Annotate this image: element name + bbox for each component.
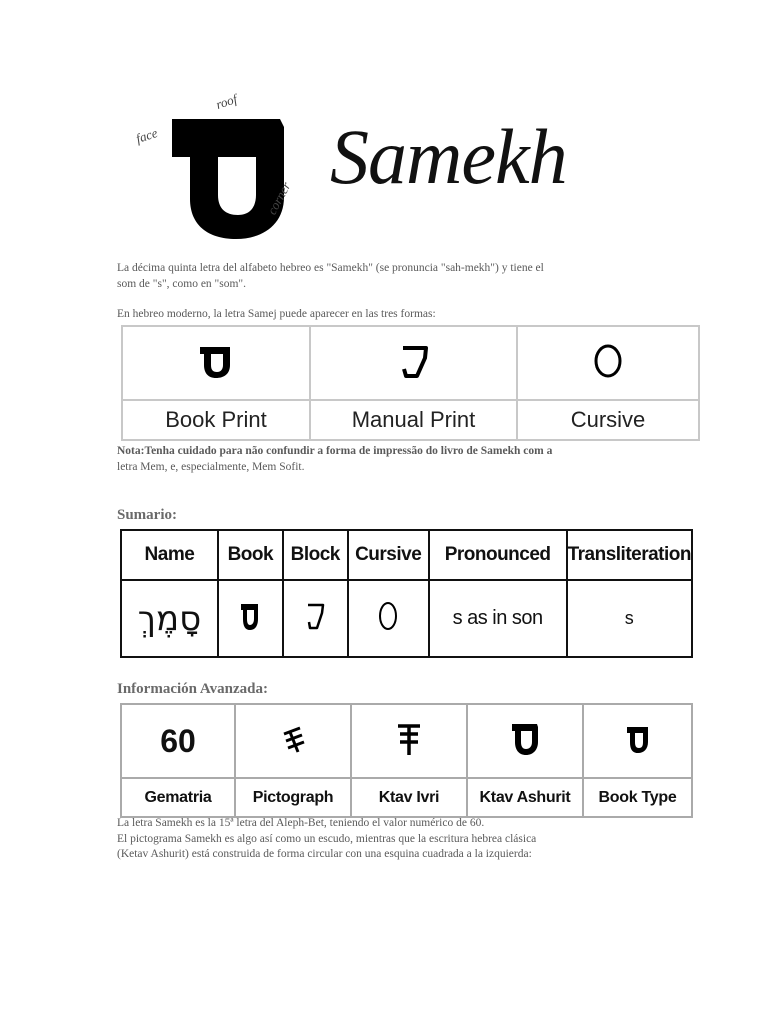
header-graphic bbox=[130, 92, 660, 252]
summary-header-name: Name bbox=[121, 530, 218, 580]
ktav-ivri-label: Ktav Ivri bbox=[351, 778, 467, 817]
face-annotation: face bbox=[134, 125, 160, 147]
book-type-label: Book Type bbox=[583, 778, 692, 817]
gematria-value: 60 bbox=[121, 704, 235, 778]
ktav-ashurit-samekh-icon bbox=[511, 722, 539, 756]
pictograph-cell bbox=[235, 704, 351, 778]
forms-label-manual-print: Manual Print bbox=[310, 400, 517, 440]
note-rest: letra Mem, e, especialmente, Mem Sofit. bbox=[117, 460, 305, 473]
intro-line-2: som de "s", como en "som". bbox=[117, 277, 246, 290]
closing-line-2: El pictograma Samekh es algo así como un escudo, mientras que la escritura hebrea clásica bbox=[117, 832, 537, 845]
ktav-ashurit-label: Ktav Ashurit bbox=[467, 778, 583, 817]
forms-intro: En hebreo moderno, la letra Samej puede aparecer en las tres formas: bbox=[117, 308, 436, 320]
summary-cursive-samekh-icon bbox=[377, 600, 399, 632]
forms-label-book-print: Book Print bbox=[122, 400, 310, 440]
note-bold: Nota:Tenha cuidado para não confundir a forma de impressão do livro de Samekh com a bbox=[117, 445, 553, 457]
book-print-samekh-icon bbox=[198, 343, 234, 379]
intro-paragraph bbox=[117, 261, 637, 292]
summary-block-samekh-icon bbox=[305, 601, 325, 631]
book-print-glyph-cell bbox=[122, 326, 310, 400]
note-paragraph bbox=[117, 444, 647, 475]
ktav-ashurit-cell bbox=[467, 704, 583, 778]
corner-annotation: corner bbox=[264, 179, 294, 218]
summary-header-cursive: Cursive bbox=[348, 530, 429, 580]
book-type-cell bbox=[583, 704, 692, 778]
summary-header-pronounced: Pronounced bbox=[429, 530, 567, 580]
cursive-glyph-cell bbox=[517, 326, 699, 400]
cursive-samekh-icon bbox=[592, 342, 624, 380]
summary-name-cell: סָמֶךְ bbox=[121, 580, 218, 657]
summary-table bbox=[120, 529, 693, 658]
advanced-heading: Información Avanzada: bbox=[117, 681, 268, 697]
gematria-label: Gematria bbox=[121, 778, 235, 817]
closing-line-3: (Ketav Ashurit) está construida de forma circular con una esquina cuadrada a la izquierda: bbox=[117, 848, 532, 860]
ktav-ivri-cell bbox=[351, 704, 467, 778]
roof-annotation: roof bbox=[214, 91, 239, 112]
summary-header-transliteration: Transliteration bbox=[567, 530, 692, 580]
page-title: Samekh bbox=[330, 113, 567, 200]
summary-pronounced-cell: s as in son bbox=[429, 580, 567, 657]
forms-label-cursive: Cursive bbox=[517, 400, 699, 440]
manual-print-glyph-cell bbox=[310, 326, 517, 400]
summary-book-samekh-icon bbox=[240, 601, 260, 631]
forms-table bbox=[121, 325, 700, 441]
summary-block-cell bbox=[283, 580, 348, 657]
summary-book-cell bbox=[218, 580, 283, 657]
closing-line-1: La letra Samekh es la 15ª letra del Aleph-Bet, teniendo el valor numérico de 60. bbox=[117, 817, 485, 829]
summary-cursive-cell bbox=[348, 580, 429, 657]
closing-paragraph bbox=[117, 816, 677, 863]
pictograph-label: Pictograph bbox=[235, 778, 351, 817]
samekh-letter-icon bbox=[170, 117, 290, 242]
pictograph-icon bbox=[280, 724, 306, 754]
summary-heading: Sumario: bbox=[117, 507, 177, 523]
summary-header-book: Book bbox=[218, 530, 283, 580]
book-type-samekh-icon bbox=[626, 724, 650, 754]
ktav-ivri-icon bbox=[396, 721, 422, 757]
manual-print-samekh-icon bbox=[399, 343, 429, 379]
summary-transliteration-cell: s bbox=[567, 580, 692, 657]
advanced-table bbox=[120, 703, 693, 818]
summary-header-block: Block bbox=[283, 530, 348, 580]
intro-line-1: La décima quinta letra del alfabeto hebreo es "Samekh" (se pronuncia "sah-mekh") y tiene el bbox=[117, 262, 544, 274]
